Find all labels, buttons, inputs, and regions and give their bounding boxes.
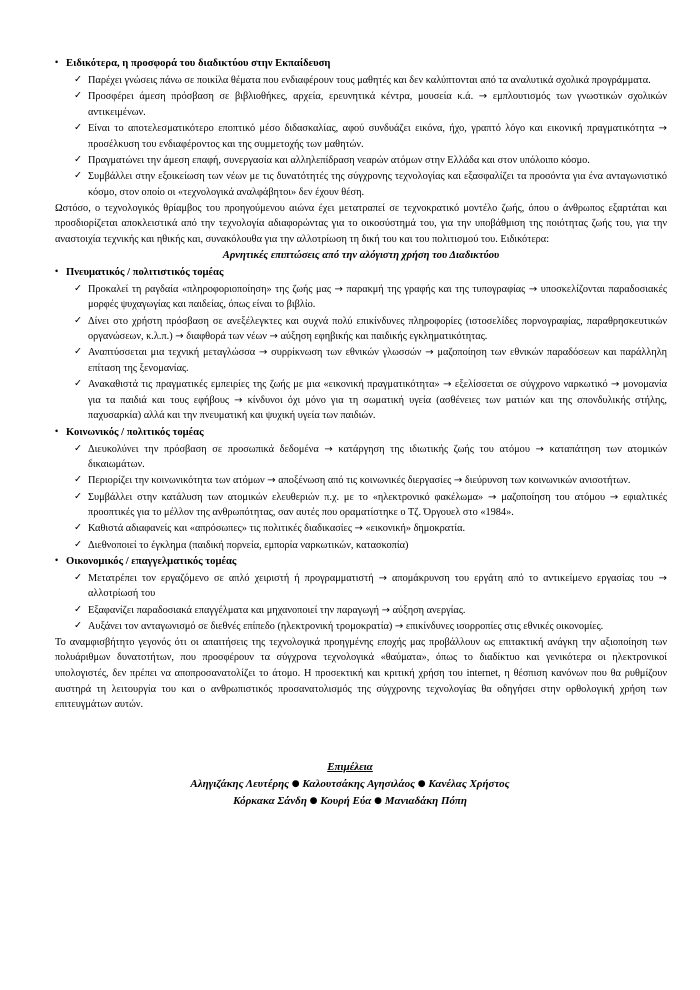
block-spiritual-3 [33,345,667,376]
block-transition-para [33,201,667,248]
arrow-icon: → [324,443,333,455]
bullet-disc-icon: • [55,265,59,276]
block-text: Πνευματικός / πολιτιστικός τομέας [66,266,224,278]
arrow-icon: → [234,394,243,406]
block-text: Κοινωνικός / πολιτικός τομέας [66,426,204,438]
bullet-separator-icon: ● [374,796,382,807]
block-economic-heading [33,554,667,570]
block-edu-heading [33,56,667,72]
block-edu-1 [33,73,667,89]
arrow-icon: → [528,283,538,295]
checkmark-icon: ✓ [74,538,83,550]
block-text: Μετατρέπει τον εργαζόμενο σε απλό χειριστή ή προγραμματιστή → απομάκρυνση του εργάτη από το αντικείμενο εργασίας του → αλλοτρίωσή του [88,572,667,600]
checkmark-icon: ✓ [74,603,83,615]
credits-line-2: Κόρκακα Σάνδη ● Κουρή Εύα ● Μανιαδάκη Πόπη [233,795,467,808]
block-edu-3 [33,121,667,152]
checkmark-icon: ✓ [74,74,83,86]
block-text: Το αναμφισβήτητο γεγονός ότι οι απαιτήσεις της τεχνολογικά προηγμένης εποχής μας προβάλλουν ως επιτακτική ανάγκη την αξιοποίηση των πολυάριθμων δυνατοτήτων, που προσφέρουν τα σύγχρονα τεχνολογικά «θαύματα», όπως το διαδίκτυο και γενικότερα οι ηλεκτρονικοί υπολογιστές, δεν πρέπει να αποπροσανατολίζει το άτομο. Η προσεκτική και κριτική χρήση του internet, η θέσπιση κανόνων που θα ρυθμίζουν αυστηρά τη λειτουργία του και ο ανθρωπιστικός προσανατολισμός της σύγχρονης τεχνολογίας θα οδηγήσει στην ορθολογική χρήση των επιτευγμάτων αυτών. [55,636,667,711]
block-edu-4 [33,153,667,169]
checkmark-icon: ✓ [74,169,83,181]
bullet-separator-icon: ● [417,779,426,790]
block-closing-para [33,635,667,713]
document-body [33,56,667,713]
bullet-disc-icon: • [55,554,59,565]
block-text: Προσφέρει άμεση πρόσβαση σε βιβλιοθήκες, αρχεία, ερευνητικά κέντρα, μουσεία κ.ά. → εμπλουτισμός των γνωστικών σχολικών αντικειμένων. [88,91,667,118]
block-text: Συμβάλλει στην εξοικείωση των νέων με τις δυνατότητές της σύγχρονης τεχνολογίας και εξασφαλίζει τα προσόντα για ένα ανταγωνιστικό κόσμο, στον οποίο οι «τεχνολογικά αναλφάβητοι» δεν έχουν θέση. [88,170,667,198]
block-social-5 [33,538,667,554]
block-spiritual-1 [33,282,667,313]
block-text: Εξαφανίζει παραδοσιακά επαγγέλματα και μηχανοποιεί την παραγωγή → αύξηση ανεργίας. [88,604,466,616]
checkmark-icon: ✓ [74,90,83,102]
arrow-icon: → [611,379,620,391]
arrow-icon: → [658,123,667,135]
arrow-icon: → [478,91,488,103]
checkmark-icon: ✓ [74,122,83,134]
arrow-icon: → [609,491,619,503]
block-text: Πραγματώνει την άμεση επαφή, συνεργασία και αλληλεπίδραση νεαρών ατόμων στην Ελλάδα και στον υπόλοιπο κόσμο. [88,154,590,166]
block-text: Συμβάλλει στην κατάλυση των ατομικών ελευθεριών π.χ. με το «ηλεκτρονικό φακέλωμα» → μαζοποίηση του ατόμου → εφιαλτικές προοπτικές για το μέλλον της ανθρωπότητας, σαν αυτές που οραματίστηκε ο Τζ. Όργουελ στο «1984». [88,491,667,519]
credits-block [33,759,667,810]
checkmark-icon: ✓ [74,522,83,534]
block-text: Ανακαθιστά τις πραγματικές εμπειρίες της ζωής με μια «εικονική πραγματικότητα» → εξελίσσεται σε σύγχρονο ναρκωτικό → μονομανία για τα παιδιά και τους εφήβους → κίνδυνοι όχι μόνο για τη σωματική υγεία (ασθένειες των ματιών και της σπονδυλικής στήλης, παχυσαρκία) αλλά και την πνευματική και ψυχική υγεία των παιδιών. [88,379,668,422]
block-text: Παρέχει γνώσεις πάνω σε ποικίλα θέματα που ενδιαφέρουν τους μαθητές και δεν καλύπτονται από τα αναλυτικά σχολικά προγράμματα. [88,75,651,87]
block-spiritual-heading [33,265,667,281]
block-text: Αυξάνει τον ανταγωνισμό σε διεθνές επίπεδο (ηλεκτρονική τρομοκρατία) → επικίνδυνες ισορροπίες στις εθνικές οικονομίες. [88,620,604,632]
arrow-icon: → [354,523,363,535]
block-text: Διεθνοποιεί το έγκλημα (παιδική πορνεία, εμπορία ναρκωτικών, κατασκοπία) [88,539,409,551]
arrow-icon: → [443,379,452,391]
arrow-icon: → [334,283,343,295]
block-text: Αναπτύσσεται μια τεχνική μεταγλώσσα → συρρίκνωση των εθνικών γλωσσών → μαζοποίηση των εθνικών παραδόσεων και παράλληλη επίταση της ξενομανίας. [88,347,667,375]
bullet-separator-icon: ● [291,779,300,790]
block-negative-heading [33,248,667,264]
checkmark-icon: ✓ [74,346,83,358]
block-economic-2 [33,603,667,619]
block-economic-1 [33,571,667,602]
block-edu-5 [33,169,667,200]
block-edu-2 [33,89,667,120]
arrow-icon: → [535,443,544,455]
checkmark-icon: ✓ [74,282,83,294]
arrow-icon: → [488,491,497,503]
checkmark-icon: ✓ [74,571,83,583]
arrow-icon: → [658,572,667,584]
block-text: Αρνητικές επιπτώσεις από την αλόγιστη χρήση του Διαδικτύου [222,249,500,261]
checkmark-icon: ✓ [74,619,83,631]
checkmark-icon: ✓ [74,442,83,454]
arrow-icon: → [175,331,184,343]
block-social-2 [33,473,667,489]
block-text: Ειδικότερα, η προσφορά του διαδικτύου στην Εκπαίδευση [66,58,331,69]
checkmark-icon: ✓ [74,153,83,165]
block-social-3 [33,490,667,521]
block-text: Οικονομικός / επαγγελματικός τομέας [66,555,237,567]
arrow-icon: → [378,572,388,584]
arrow-icon: → [258,347,268,359]
checkmark-icon: ✓ [74,314,83,326]
arrow-icon: → [269,331,278,343]
checkmark-icon: ✓ [74,378,83,390]
arrow-icon: → [425,347,434,359]
block-social-1 [33,442,667,473]
block-spiritual-4 [33,377,667,424]
bullet-disc-icon: • [55,425,59,436]
bullet-disc-icon: • [55,57,59,67]
block-text: Προκαλεί τη ραγδαία «πληροφοριοποίηση» της ζωής μας → παρακμή της γραφής και της τυπογραφίας → υποσκελίζονται παραδοσιακές μορφές ψυχαγωγίας και παιδείας, όπως είναι το βιβλίο. [88,283,667,311]
arrow-icon: → [381,604,391,616]
block-social-heading [33,425,667,441]
credits-caption: Επιμέλεια [327,761,373,774]
block-text: Ωστόσο, ο τεχνολογικός θρίαμβος του προηγούμενου αιώνα έχει μετατραπεί σε τεχνοκρατικό μοντέλο ζωής, όπου ο άνθρωπος εξαρτάται και προσδιορίζεται αποκλειστικά από την τεχνολογία αδιαφορώντας για το οικοσύστημά του, για την υποβάθμιση της ποιότητας ζωής του, για την αναστοιχία τεχνικής και ηθικής και, συνακόλουθα για την αλλοτρίωση τη δική του και του πολιτισμού του. Ειδικότερα: [55,202,667,245]
block-text: Καθιστά αδιαφανείς και «απρόσωπες» τις πολιτικές διαδικασίες → «εικονική» δημοκρατία. [88,523,466,535]
block-text: Δίνει στο χρήστη πρόσβαση σε ανεξέλεγκτες και συχνά πολύ επικίνδυνες πληροφορίες (ιστοσελίδες πορνογραφίας, παραθρησκευτικών οργανώσεων, κ.λ.π.) → διαφθορά των νέων → αύξηση εφηβικής και παιδικής εγκληματικότητας. [88,315,667,343]
block-text: Είναι το αποτελεσματικότερο εποπτικό μέσο διδασκαλίας, αφού συνδυάζει εικόνα, ήχο, γραπτό λόγο και εικονική πραγματικότητα → προσέλκυση του ενδιαφέροντος και της συμμετοχής των μαθητών. [88,123,667,150]
arrow-icon: → [453,475,463,487]
block-text: Περιορίζει την κοινωνικότητα των ατόμων → αποξένωση από τις κοινωνικές διεργασίες → διεύρυνση των κοινωνικών ανισοτήτων. [88,475,631,487]
arrow-icon: → [267,475,276,487]
bullet-separator-icon: ● [309,796,318,807]
block-spiritual-2 [33,314,667,345]
arrow-icon: → [394,620,404,632]
checkmark-icon: ✓ [74,474,83,486]
block-text: Διευκολύνει την πρόσβαση σε προσωπικά δεδομένα → κατάργηση της ιδιωτικής ζωής του ατόμου → καταπάτηση των ατομικών δικαιωμάτων. [88,443,667,471]
checkmark-icon: ✓ [74,490,83,502]
block-social-4 [33,521,667,537]
credits-line-1: Αληγιζάκης Λευτέρης ● Καλουτσάκης Αγησιλάος ● Κανέλας Χρήστος [190,778,510,791]
block-economic-3 [33,619,667,635]
